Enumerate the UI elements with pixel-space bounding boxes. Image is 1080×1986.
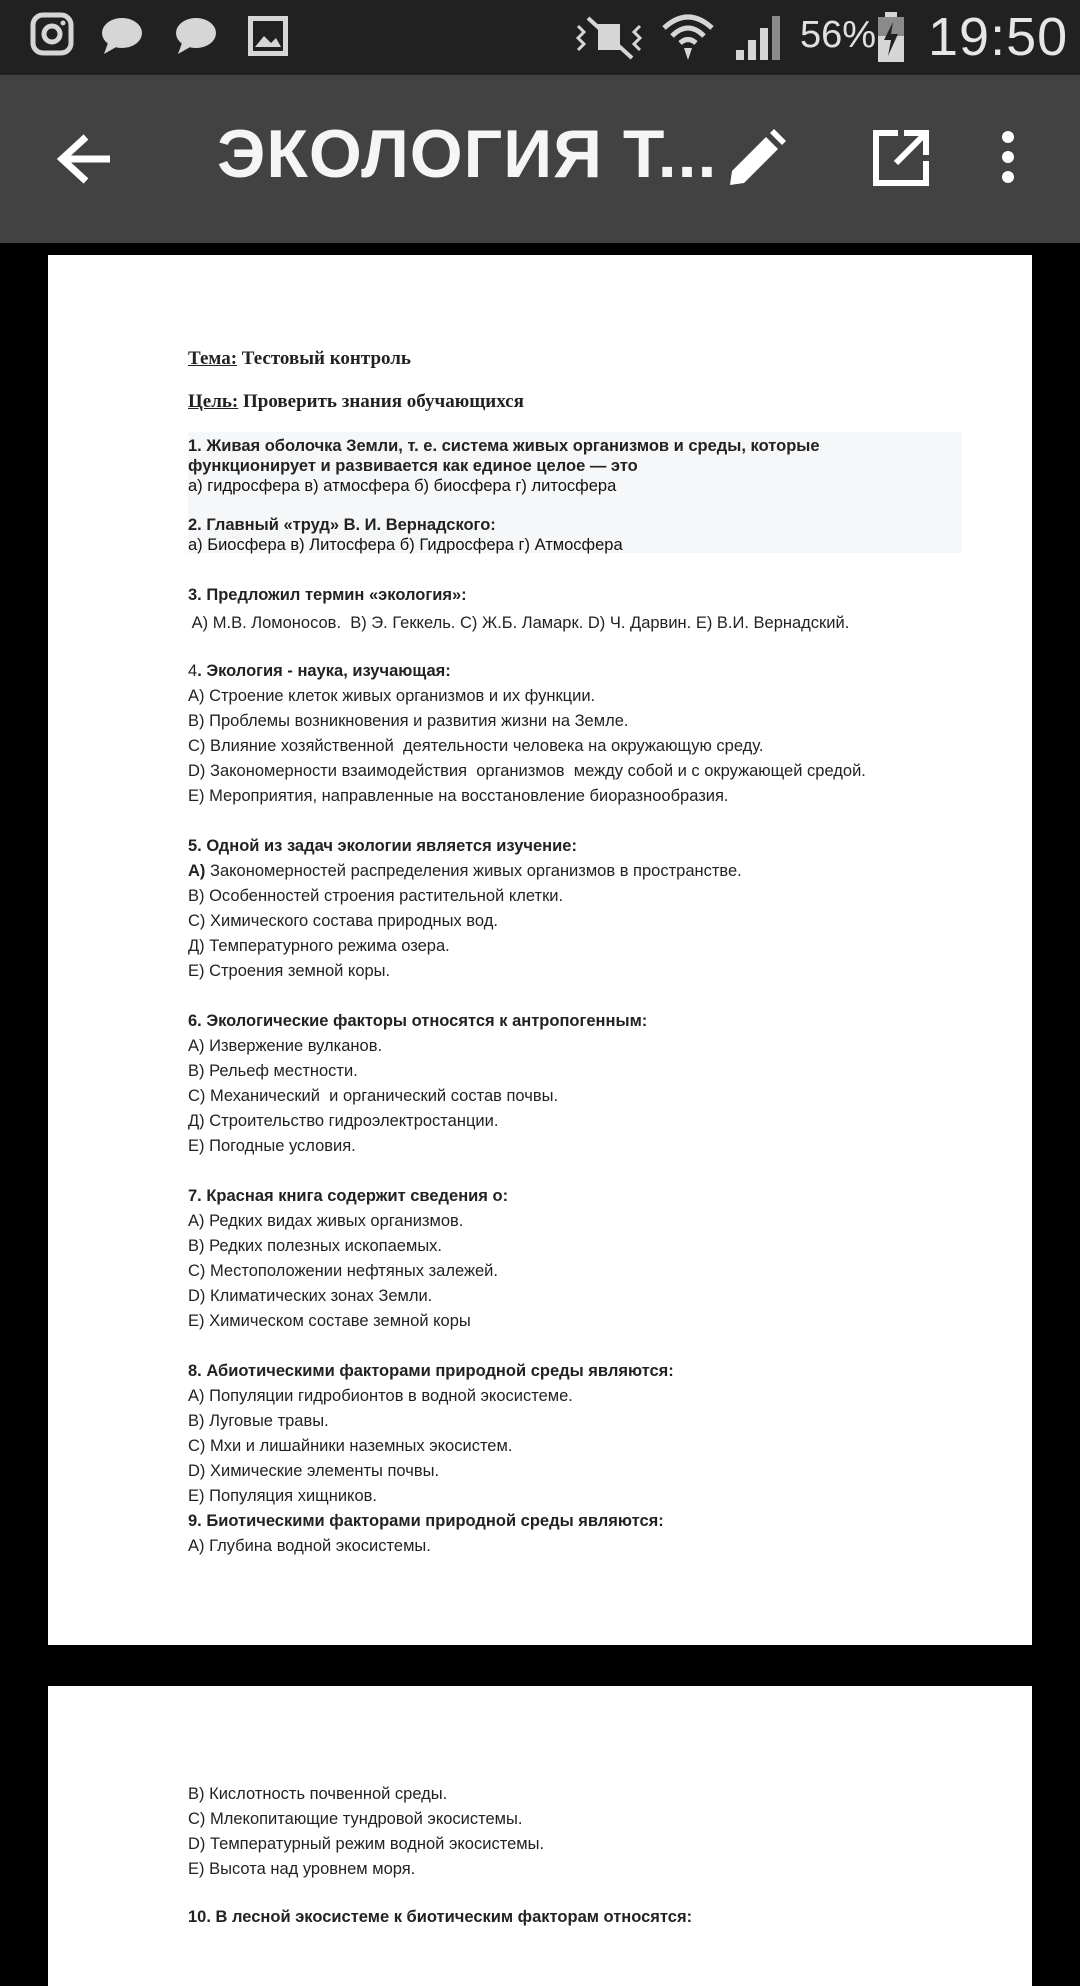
option: B) Проблемы возникновения и развития жизни на Земле. xyxy=(188,712,629,730)
option: D) Климатических зонах Земли. xyxy=(188,1287,433,1305)
question-title: 8. Абиотическими факторами природной среды являются: xyxy=(188,1362,674,1380)
mute-icon xyxy=(574,14,646,65)
question-9 xyxy=(188,1511,664,1559)
question-7 xyxy=(188,1186,508,1334)
document-page-1 xyxy=(48,255,1032,1645)
goal-value: Проверить знания обучающихся xyxy=(243,391,524,412)
option: А) Извержение вулканов. xyxy=(188,1037,383,1055)
option: A) Редких видах живых организмов. xyxy=(188,1212,464,1230)
topic-line xyxy=(188,348,411,370)
question-title: 5. Одной из задач экологии является изучение: xyxy=(188,837,577,855)
status-bar xyxy=(0,0,1080,75)
question-number: 4 xyxy=(188,662,198,680)
option: В) Особенностей строения растительной клетки. xyxy=(188,887,564,905)
question-6 xyxy=(188,1011,647,1159)
back-arrow-icon[interactable] xyxy=(56,133,112,190)
topic-value: Тестовый контроль xyxy=(241,348,411,369)
wifi-icon xyxy=(660,10,716,67)
clock: 19:50 xyxy=(928,7,1069,67)
option: E) Высота над уровнем моря. xyxy=(188,1860,416,1878)
topic-label: Тема: xyxy=(188,348,238,369)
question-title: 1. Живая оболочка Земли, т. е. система живых организмов и среды, которые функционирует и развивается как единое целое — это xyxy=(188,437,820,475)
option: С) Механический и органический состав почвы. xyxy=(188,1087,559,1105)
option-text: Закономерностей распределения живых организмов в пространстве. xyxy=(205,862,742,880)
question-8 xyxy=(188,1361,674,1509)
option: Е) Строения земной коры. xyxy=(188,962,391,980)
question-9-continued xyxy=(188,1782,978,1927)
option: C) Мхи и лишайники наземных экосистем. xyxy=(188,1437,513,1455)
option: С) Химического состава природных вод. xyxy=(188,912,498,930)
option: C) Влияние хозяйственной деятельности человека на окружающую среду. xyxy=(188,737,764,755)
question-1 xyxy=(188,436,908,496)
question-title: 6. Экологические факторы относятся к антропогенным: xyxy=(188,1012,648,1030)
question-title: . Экология - наука, изучающая: xyxy=(197,662,451,680)
option: C) Млекопитающие тундровой экосистемы. xyxy=(188,1810,523,1828)
option: A) Строение клеток живых организмов и их функции. xyxy=(188,687,596,705)
instagram-icon xyxy=(30,12,74,61)
question-5 xyxy=(188,836,742,984)
option: B) Редких полезных ископаемых. xyxy=(188,1237,443,1255)
goal-line xyxy=(188,391,524,413)
option: B) Луговые травы. xyxy=(188,1412,329,1430)
chat-icon xyxy=(100,16,144,61)
question-options: а) гидросфера в) атмосфера б) биосфера г) литосфера xyxy=(188,477,617,495)
document-page-2 xyxy=(48,1686,1032,1986)
option: A) Популяции гидробионтов в водной экосистеме. xyxy=(188,1387,573,1405)
goal-label: Цель: xyxy=(188,391,239,412)
option: Е) Погодные условия. xyxy=(188,1137,356,1155)
option: A) Глубина водной экосистемы. xyxy=(188,1537,431,1555)
option: E) Химическом составе земной коры xyxy=(188,1312,471,1330)
question-options: а) Биосфера в) Литосфера б) Гидросфера г) Атмосфера xyxy=(188,536,623,554)
open-external-icon[interactable] xyxy=(872,129,930,192)
option: Д) Температурного режима озера. xyxy=(188,937,450,955)
edit-pencil-icon[interactable] xyxy=(726,129,786,194)
option: D) Химические элементы почвы. xyxy=(188,1462,440,1480)
question-10-title: 10. В лесной экосистеме к биотическим факторам относятся: xyxy=(188,1908,693,1926)
question-options: A) М.В. Ломоносов. B) Э. Геккель. C) Ж.Б. Ламарк. D) Ч. Дарвин. E) В.И. Вернадский. xyxy=(188,614,850,632)
question-4 xyxy=(188,661,866,809)
question-2 xyxy=(188,515,623,555)
option: D) Температурный режим водной экосистемы. xyxy=(188,1835,545,1853)
option: E) Мероприятия, направленные на восстановление биоразнообразия. xyxy=(188,787,729,805)
battery-percent: 56% xyxy=(800,14,877,56)
question-title: 3. Предложил термин «экология»: xyxy=(188,586,467,604)
question-3 xyxy=(188,585,849,636)
option: D) Закономерности взаимодействия организмов между собой и с окружающей средой. xyxy=(188,762,866,780)
document-title: ЭКОЛОГИЯ Т... xyxy=(217,116,718,192)
question-title: 2. Главный «труд» В. И. Вернадского: xyxy=(188,516,496,534)
signal-icon xyxy=(732,14,784,67)
more-vert-icon[interactable] xyxy=(1000,131,1016,188)
option: B) Кислотность почвенной среды. xyxy=(188,1785,448,1803)
gallery-icon xyxy=(246,14,290,63)
battery-icon xyxy=(876,12,906,69)
question-title: 7. Красная книга содержит сведения о: xyxy=(188,1187,509,1205)
option: В) Рельеф местности. xyxy=(188,1062,358,1080)
chat-icon xyxy=(174,16,218,61)
option: Д) Строительство гидроэлектростанции. xyxy=(188,1112,499,1130)
option: C) Местоположении нефтяных залежей. xyxy=(188,1262,498,1280)
app-bar xyxy=(0,75,1080,243)
option: E) Популяция хищников. xyxy=(188,1487,377,1505)
question-title: 9. Биотическими факторами природной среды являются: xyxy=(188,1512,664,1530)
option-letter: А) xyxy=(188,862,206,880)
option xyxy=(188,859,742,884)
